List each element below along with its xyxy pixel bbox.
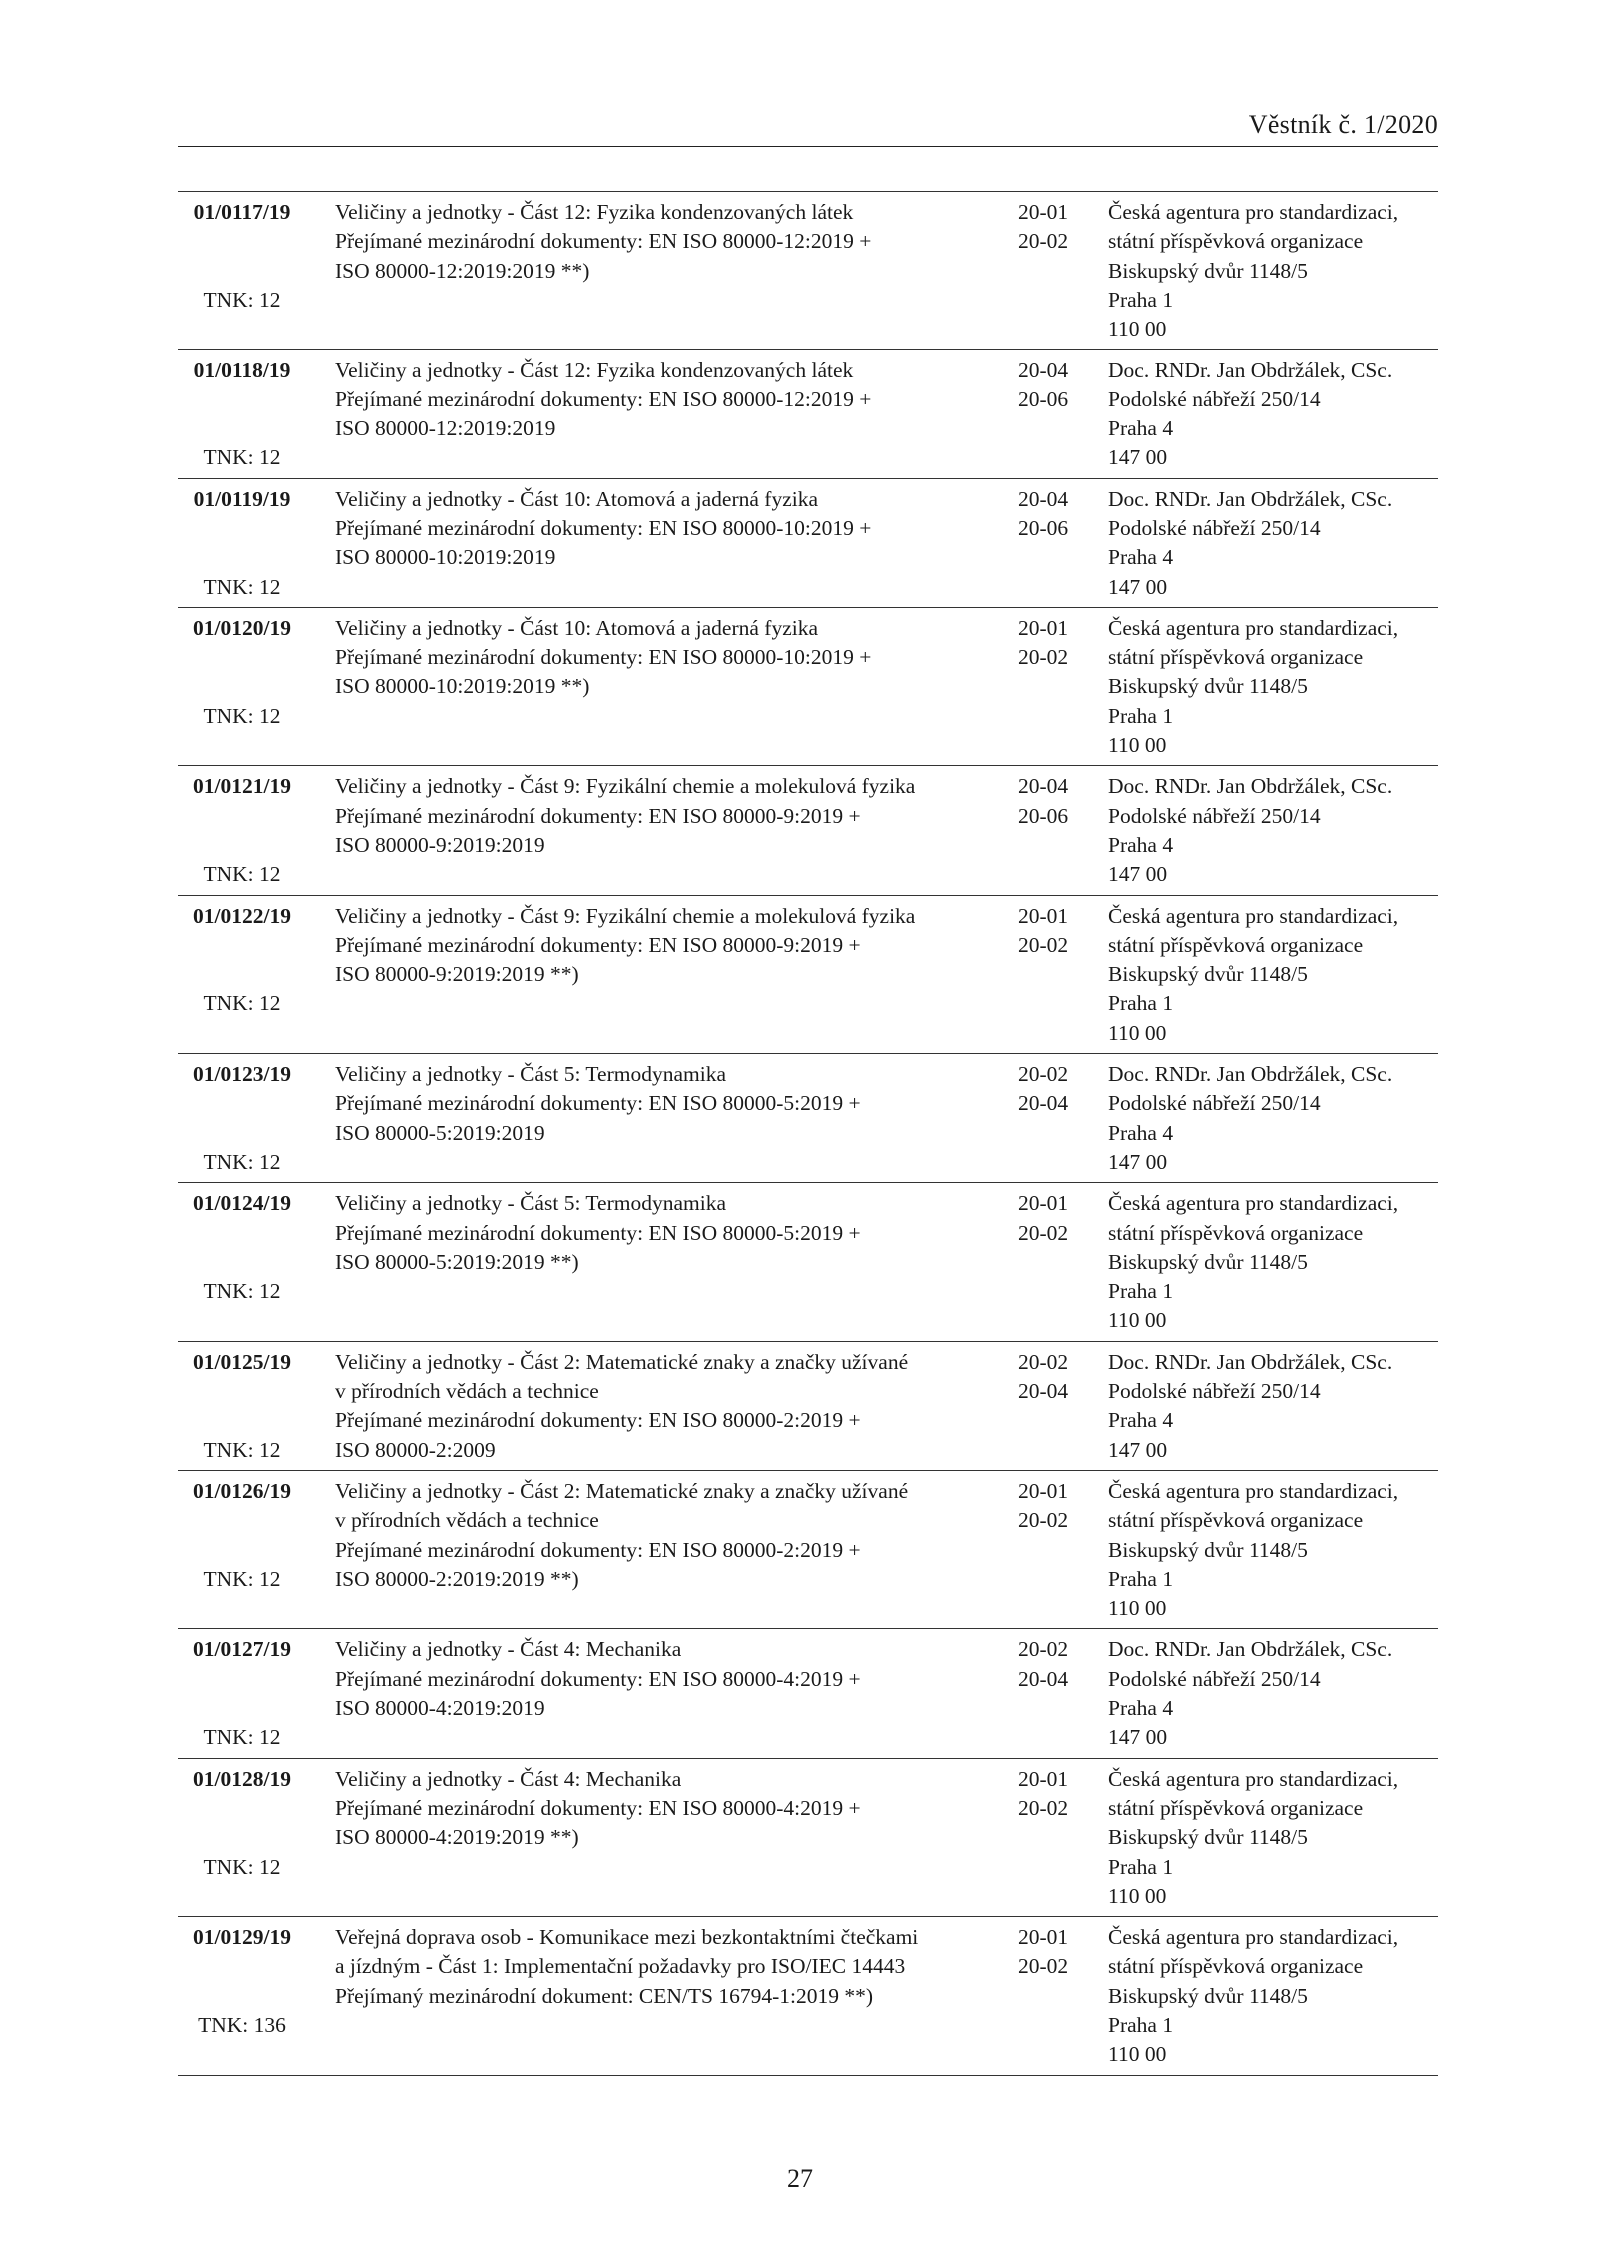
entry-dates bbox=[1018, 1477, 1090, 1536]
title-line: Veličiny a jednotky - Část 10: Atomová a jaderná fyzika bbox=[335, 615, 819, 640]
entry-id: 01/0121/19 bbox=[193, 774, 291, 799]
title-line: Přejímané mezinárodní dokumenty: EN ISO 80000-12:2019 + bbox=[335, 386, 872, 411]
address-line: 110 00 bbox=[1108, 733, 1167, 758]
entry-tnk: TNK: 12 bbox=[203, 1149, 281, 1174]
entry-tnk: TNK: 12 bbox=[203, 1725, 281, 1750]
title-line: Přejímané mezinárodní dokumenty: EN ISO 80000-5:2019 + bbox=[335, 1220, 861, 1245]
entry-title bbox=[335, 485, 1025, 573]
entry-id: 01/0123/19 bbox=[193, 1062, 291, 1087]
title-line: Veličiny a jednotky - Část 10: Atomová a jaderná fyzika bbox=[335, 486, 819, 511]
address-line: Praha 4 bbox=[1108, 832, 1174, 857]
table-row bbox=[178, 191, 1438, 350]
date-line: 20-06 bbox=[1018, 386, 1069, 411]
entry-tnk: TNK: 12 bbox=[203, 287, 281, 312]
title-line: Veličiny a jednotky - Část 2: Matematické znaky a značky užívané bbox=[335, 1349, 909, 1374]
date-line: 20-02 bbox=[1018, 229, 1069, 254]
entry-id: 01/0128/19 bbox=[193, 1766, 291, 1791]
page-header bbox=[178, 110, 1438, 147]
entry-tnk: TNK: 12 bbox=[203, 1854, 281, 1879]
table-row bbox=[178, 1629, 1438, 1758]
entry-address bbox=[1108, 1923, 1448, 2069]
entry-address bbox=[1108, 614, 1448, 760]
address-line: 147 00 bbox=[1108, 445, 1168, 470]
bulletin-title: Věstník č. 1/2020 bbox=[1248, 110, 1438, 139]
date-line: 20-02 bbox=[1018, 1508, 1069, 1533]
entry-id: 01/0122/19 bbox=[193, 903, 291, 928]
title-line: ISO 80000-2:2009 bbox=[335, 1437, 496, 1462]
entry-title bbox=[335, 1765, 1025, 1853]
entry-dates bbox=[1018, 1189, 1090, 1248]
date-line: 20-06 bbox=[1018, 803, 1069, 828]
address-line: 110 00 bbox=[1108, 317, 1167, 342]
address-line: 147 00 bbox=[1108, 862, 1168, 887]
table-row bbox=[178, 608, 1438, 767]
title-line: Veličiny a jednotky - Část 12: Fyzika kondenzovaných látek bbox=[335, 200, 854, 224]
title-line: Přejímané mezinárodní dokumenty: EN ISO 80000-10:2019 + bbox=[335, 515, 872, 540]
entry-dates bbox=[1018, 356, 1090, 415]
address-line: Biskupský dvůr 1148/5 bbox=[1108, 674, 1308, 699]
entry-id: 01/0119/19 bbox=[193, 486, 291, 511]
date-line: 20-01 bbox=[1018, 200, 1069, 224]
table-row bbox=[178, 1917, 1438, 2076]
title-line: Veličiny a jednotky - Část 5: Termodynamika bbox=[335, 1191, 726, 1216]
address-line: Praha 4 bbox=[1108, 416, 1174, 441]
address-line: Praha 4 bbox=[1108, 545, 1174, 570]
title-line: ISO 80000-12:2019:2019 **) bbox=[335, 258, 590, 283]
entry-dates bbox=[1018, 1348, 1090, 1407]
address-line: Praha 1 bbox=[1108, 1854, 1174, 1879]
address-line: Doc. RNDr. Jan Obdržálek, CSc. bbox=[1108, 357, 1393, 382]
address-line: Doc. RNDr. Jan Obdržálek, CSc. bbox=[1108, 486, 1393, 511]
date-line: 20-02 bbox=[1018, 1220, 1069, 1245]
entry-address bbox=[1108, 356, 1448, 473]
entry-tnk: TNK: 12 bbox=[203, 1566, 281, 1591]
address-line: Podolské nábřeží 250/14 bbox=[1108, 1091, 1321, 1116]
title-line: Přejímané mezinárodní dokumenty: EN ISO 80000-4:2019 + bbox=[335, 1666, 861, 1691]
address-line: 147 00 bbox=[1108, 1149, 1168, 1174]
title-line: Veličiny a jednotky - Část 4: Mechanika bbox=[335, 1766, 682, 1791]
address-line: Podolské nábřeží 250/14 bbox=[1108, 803, 1321, 828]
address-line: 147 00 bbox=[1108, 1437, 1168, 1462]
entry-tnk: TNK: 12 bbox=[203, 703, 281, 728]
address-line: Podolské nábřeží 250/14 bbox=[1108, 515, 1321, 540]
title-line: v přírodních vědách a technice bbox=[335, 1379, 599, 1404]
entry-title bbox=[335, 198, 1025, 286]
title-line: v přírodních vědách a technice bbox=[335, 1508, 599, 1533]
table-row bbox=[178, 1342, 1438, 1471]
table-row bbox=[178, 1759, 1438, 1918]
entry-tnk: TNK: 12 bbox=[203, 445, 281, 470]
address-line: státní příspěvková organizace bbox=[1108, 229, 1364, 254]
address-line: státní příspěvková organizace bbox=[1108, 932, 1364, 957]
date-line: 20-02 bbox=[1018, 1637, 1069, 1662]
date-line: 20-01 bbox=[1018, 1766, 1069, 1791]
address-line: Česká agentura pro standardizaci, bbox=[1108, 1766, 1399, 1791]
address-line: 110 00 bbox=[1108, 1883, 1167, 1908]
date-line: 20-01 bbox=[1018, 615, 1069, 640]
title-line: Veličiny a jednotky - Část 9: Fyzikální chemie a molekulová fyzika bbox=[335, 903, 916, 928]
address-line: Biskupský dvůr 1148/5 bbox=[1108, 962, 1308, 987]
entry-address bbox=[1108, 1189, 1448, 1335]
address-line: Česká agentura pro standardizaci, bbox=[1108, 615, 1399, 640]
entry-address bbox=[1108, 1477, 1448, 1623]
date-line: 20-02 bbox=[1018, 1795, 1069, 1820]
date-line: 20-04 bbox=[1018, 1379, 1069, 1404]
title-line: ISO 80000-4:2019:2019 bbox=[335, 1696, 545, 1721]
address-line: Praha 1 bbox=[1108, 1279, 1174, 1304]
date-line: 20-04 bbox=[1018, 357, 1069, 382]
address-line: Biskupský dvůr 1148/5 bbox=[1108, 258, 1308, 283]
table-row bbox=[178, 1183, 1438, 1342]
date-line: 20-02 bbox=[1018, 645, 1069, 670]
title-line: Veličiny a jednotky - Část 4: Mechanika bbox=[335, 1637, 682, 1662]
page-number: 27 bbox=[787, 2164, 813, 2193]
address-line: Česká agentura pro standardizaci, bbox=[1108, 1478, 1399, 1503]
entry-dates bbox=[1018, 1060, 1090, 1119]
title-line: ISO 80000-12:2019:2019 bbox=[335, 416, 556, 441]
address-line: Biskupský dvůr 1148/5 bbox=[1108, 1983, 1308, 2008]
entry-id: 01/0118/19 bbox=[193, 357, 291, 382]
entry-title bbox=[335, 902, 1025, 990]
address-line: Praha 1 bbox=[1108, 703, 1174, 728]
address-line: Česká agentura pro standardizaci, bbox=[1108, 903, 1399, 928]
entry-id: 01/0124/19 bbox=[193, 1191, 291, 1216]
entry-title bbox=[335, 614, 1025, 702]
entry-title bbox=[335, 1923, 1025, 2011]
table-row bbox=[178, 350, 1438, 479]
entry-tnk: TNK: 12 bbox=[203, 862, 281, 887]
date-line: 20-02 bbox=[1018, 1062, 1069, 1087]
address-line: Podolské nábřeží 250/14 bbox=[1108, 1379, 1321, 1404]
entry-address bbox=[1108, 1635, 1448, 1752]
title-line: Přejímané mezinárodní dokumenty: EN ISO 80000-9:2019 + bbox=[335, 932, 861, 957]
address-line: 147 00 bbox=[1108, 574, 1168, 599]
entry-id: 01/0125/19 bbox=[193, 1349, 291, 1374]
entry-title bbox=[335, 1348, 1025, 1465]
entry-title bbox=[335, 356, 1025, 444]
date-line: 20-01 bbox=[1018, 1191, 1069, 1216]
address-line: Doc. RNDr. Jan Obdržálek, CSc. bbox=[1108, 1637, 1393, 1662]
address-line: Praha 4 bbox=[1108, 1408, 1174, 1433]
entry-tnk: TNK: 12 bbox=[203, 574, 281, 599]
title-line: Přejímané mezinárodní dokumenty: EN ISO 80000-10:2019 + bbox=[335, 645, 872, 670]
entry-id: 01/0117/19 bbox=[193, 200, 291, 224]
entry-address bbox=[1108, 772, 1448, 889]
title-line: Přejímané mezinárodní dokumenty: EN ISO 80000-4:2019 + bbox=[335, 1795, 861, 1820]
address-line: Doc. RNDr. Jan Obdržálek, CSc. bbox=[1108, 1062, 1393, 1087]
entry-address bbox=[1108, 485, 1448, 602]
address-line: 110 00 bbox=[1108, 1020, 1167, 1045]
address-line: Praha 1 bbox=[1108, 2013, 1174, 2038]
title-line: Veličiny a jednotky - Část 9: Fyzikální chemie a molekulová fyzika bbox=[335, 774, 916, 799]
table-row bbox=[178, 1054, 1438, 1183]
entry-title bbox=[335, 1477, 1025, 1594]
entry-title bbox=[335, 772, 1025, 860]
entry-address bbox=[1108, 1765, 1448, 1911]
address-line: 147 00 bbox=[1108, 1725, 1168, 1750]
date-line: 20-01 bbox=[1018, 1478, 1069, 1503]
entry-id: 01/0120/19 bbox=[193, 615, 291, 640]
entry-tnk: TNK: 12 bbox=[203, 1437, 281, 1462]
entry-address bbox=[1108, 1060, 1448, 1177]
address-line: Biskupský dvůr 1148/5 bbox=[1108, 1825, 1308, 1850]
title-line: Přejímaný mezinárodní dokument: CEN/TS 16794-1:2019 **) bbox=[335, 1983, 874, 2008]
entry-id: 01/0126/19 bbox=[193, 1478, 291, 1503]
title-line: Veličiny a jednotky - Část 2: Matematické znaky a značky užívané bbox=[335, 1478, 909, 1503]
address-line: státní příspěvková organizace bbox=[1108, 1220, 1364, 1245]
entry-title bbox=[335, 1060, 1025, 1148]
table-row bbox=[178, 479, 1438, 608]
date-line: 20-04 bbox=[1018, 1666, 1069, 1691]
date-line: 20-02 bbox=[1018, 1954, 1069, 1979]
title-line: ISO 80000-2:2019:2019 **) bbox=[335, 1566, 579, 1591]
entry-tnk: TNK: 12 bbox=[203, 1279, 281, 1304]
address-line: Česká agentura pro standardizaci, bbox=[1108, 1191, 1399, 1216]
address-line: Praha 1 bbox=[1108, 991, 1174, 1016]
entry-dates bbox=[1018, 1635, 1090, 1694]
address-line: Podolské nábřeží 250/14 bbox=[1108, 386, 1321, 411]
title-line: Veřejná doprava osob - Komunikace mezi bezkontaktními čtečkami bbox=[335, 1925, 919, 1950]
date-line: 20-01 bbox=[1018, 903, 1069, 928]
entry-id: 01/0129/19 bbox=[193, 1925, 291, 1950]
address-line: Praha 4 bbox=[1108, 1120, 1174, 1145]
title-line: ISO 80000-10:2019:2019 bbox=[335, 545, 556, 570]
entry-dates bbox=[1018, 1923, 1090, 1982]
date-line: 20-04 bbox=[1018, 774, 1069, 799]
address-line: státní příspěvková organizace bbox=[1108, 645, 1364, 670]
address-line: Podolské nábřeží 250/14 bbox=[1108, 1666, 1321, 1691]
date-line: 20-01 bbox=[1018, 1925, 1069, 1950]
title-line: Přejímané mezinárodní dokumenty: EN ISO 80000-2:2019 + bbox=[335, 1537, 861, 1562]
title-line: Přejímané mezinárodní dokumenty: EN ISO 80000-9:2019 + bbox=[335, 803, 861, 828]
entry-dates bbox=[1018, 772, 1090, 831]
date-line: 20-06 bbox=[1018, 515, 1069, 540]
entry-dates bbox=[1018, 198, 1090, 257]
title-line: Přejímané mezinárodní dokumenty: EN ISO 80000-5:2019 + bbox=[335, 1091, 861, 1116]
date-line: 20-02 bbox=[1018, 932, 1069, 957]
entry-dates bbox=[1018, 902, 1090, 961]
address-line: Praha 4 bbox=[1108, 1696, 1174, 1721]
title-line: Veličiny a jednotky - Část 12: Fyzika kondenzovaných látek bbox=[335, 357, 854, 382]
title-line: Přejímané mezinárodní dokumenty: EN ISO 80000-2:2019 + bbox=[335, 1408, 861, 1433]
title-line: ISO 80000-5:2019:2019 bbox=[335, 1120, 545, 1145]
address-line: Česká agentura pro standardizaci, bbox=[1108, 1925, 1399, 1950]
address-line: 110 00 bbox=[1108, 1596, 1167, 1621]
standards-table bbox=[178, 191, 1438, 2076]
title-line: ISO 80000-4:2019:2019 **) bbox=[335, 1825, 579, 1850]
table-row bbox=[178, 766, 1438, 895]
title-line: Veličiny a jednotky - Část 5: Termodynamika bbox=[335, 1062, 726, 1087]
entry-title bbox=[335, 1635, 1025, 1723]
address-line: státní příspěvková organizace bbox=[1108, 1954, 1364, 1979]
address-line: Praha 1 bbox=[1108, 287, 1174, 312]
title-line: ISO 80000-9:2019:2019 bbox=[335, 832, 545, 857]
entry-dates bbox=[1018, 485, 1090, 544]
address-line: Doc. RNDr. Jan Obdržálek, CSc. bbox=[1108, 774, 1393, 799]
title-line: ISO 80000-9:2019:2019 **) bbox=[335, 962, 579, 987]
title-line: a jízdným - Část 1: Implementační požadavky pro ISO/IEC 14443 bbox=[335, 1954, 906, 1979]
entry-tnk: TNK: 12 bbox=[203, 991, 281, 1016]
address-line: státní příspěvková organizace bbox=[1108, 1508, 1364, 1533]
entry-id: 01/0127/19 bbox=[193, 1637, 291, 1662]
address-line: 110 00 bbox=[1108, 1308, 1167, 1333]
address-line: Česká agentura pro standardizaci, bbox=[1108, 200, 1399, 224]
entry-address bbox=[1108, 1348, 1448, 1465]
date-line: 20-02 bbox=[1018, 1349, 1069, 1374]
entry-dates bbox=[1018, 614, 1090, 673]
entry-address bbox=[1108, 198, 1448, 344]
address-line: Biskupský dvůr 1148/5 bbox=[1108, 1537, 1308, 1562]
address-line: státní příspěvková organizace bbox=[1108, 1795, 1364, 1820]
title-line: ISO 80000-5:2019:2019 **) bbox=[335, 1249, 579, 1274]
title-line: ISO 80000-10:2019:2019 **) bbox=[335, 674, 590, 699]
entry-tnk: TNK: 136 bbox=[198, 2013, 286, 2038]
date-line: 20-04 bbox=[1018, 1091, 1069, 1116]
entry-dates bbox=[1018, 1765, 1090, 1824]
entry-title bbox=[335, 1189, 1025, 1277]
date-line: 20-04 bbox=[1018, 486, 1069, 511]
address-line: Praha 1 bbox=[1108, 1566, 1174, 1591]
address-line: 110 00 bbox=[1108, 2042, 1167, 2067]
table-row bbox=[178, 896, 1438, 1055]
title-line: Přejímané mezinárodní dokumenty: EN ISO 80000-12:2019 + bbox=[335, 229, 872, 254]
entry-address bbox=[1108, 902, 1448, 1048]
address-line: Biskupský dvůr 1148/5 bbox=[1108, 1249, 1308, 1274]
address-line: Doc. RNDr. Jan Obdržálek, CSc. bbox=[1108, 1349, 1393, 1374]
table-row bbox=[178, 1471, 1438, 1630]
